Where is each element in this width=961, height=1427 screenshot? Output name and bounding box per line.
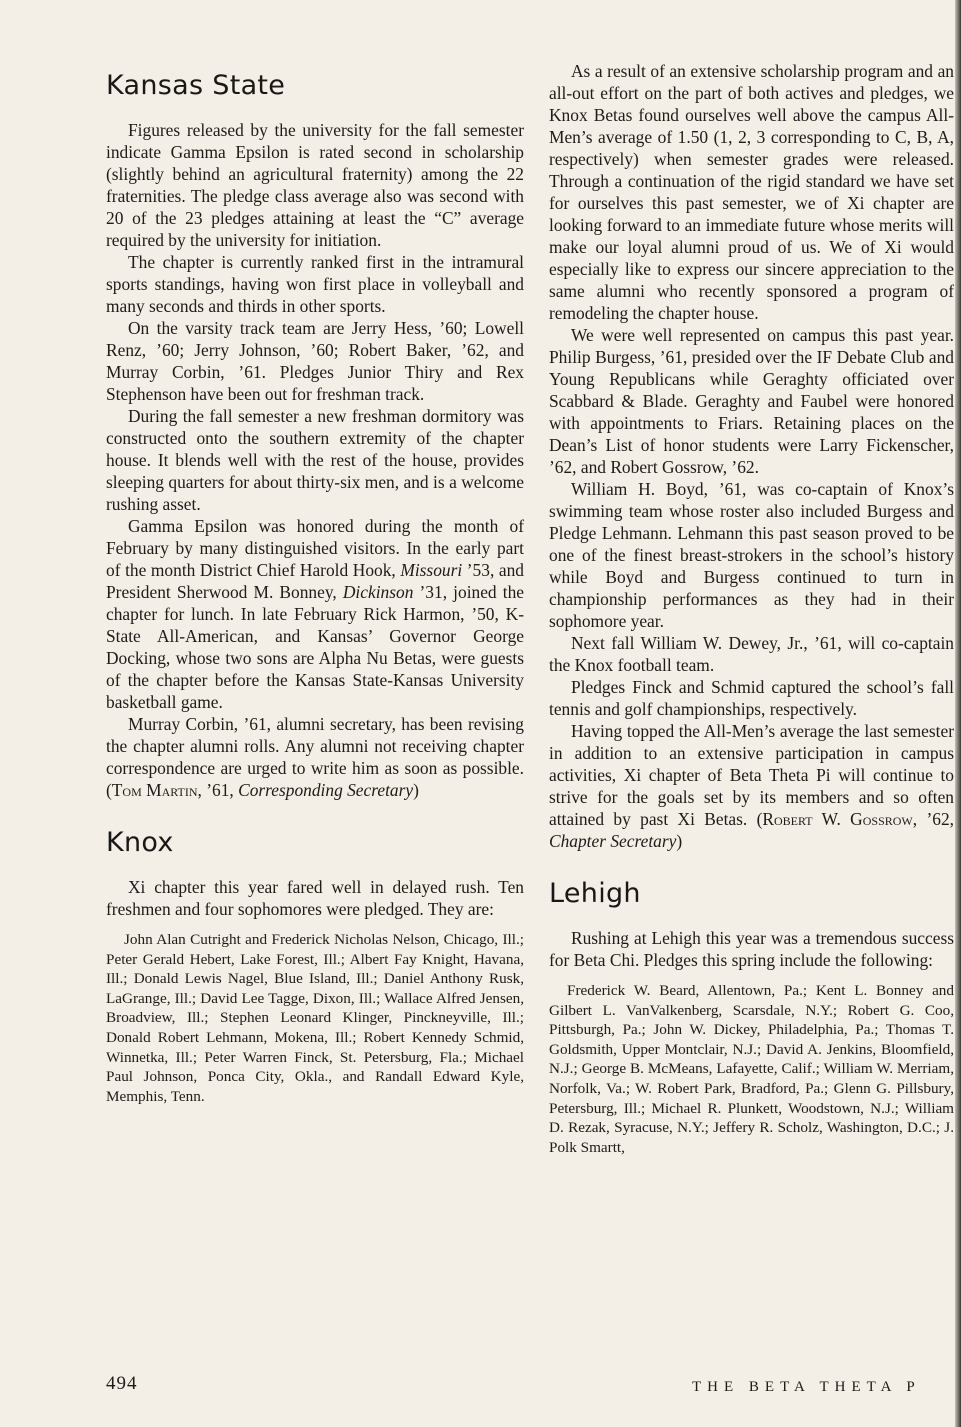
paragraph: As a result of an extensive scholarship program and an all-out effort on the part of both actives and pledges, we Knox Betas found ourselves well above the campus All-Men’s average of 1.50 (1, 2, 3 corresponding to C, B, A, respectively) when semester grades were released. Through a continuation of the rigid standard we have set for ourselves this past semester, we of Xi chapter are looking forward to an immediate future whose merits will make our loyal alumni proud of us. We of Xi would especially like to express our sincere appreciation to the same alumni who recently sponsored a program of remodeling the chapter house. [549, 61, 954, 323]
text-run: ’53, and President Sherwood M. Bonney, [106, 560, 524, 602]
paragraph: William H. Boyd, ’61, was co-captain of Knox’s swimming team whose roster also included Burgess and Pledge Lehmann. Lehmann this past season proved to be one of the finest breast-strokers in the school’s history while Boyd and Burgess continued to turn in championship performances as they had in their sophomore year. [549, 479, 954, 631]
school-name: Missouri [400, 560, 463, 580]
text-run: Murray Corbin, ’61, alumni secretary, has been revising the chapter alumni rolls. Any alumni not receiving chapter correspondence are urged to write him as soon as possible. ( [106, 714, 524, 800]
paragraph: Rushing at Lehigh this year was a tremendous success for Beta Chi. Pledges this spring include the following: [549, 928, 954, 970]
section-heading-lehigh: Lehigh [549, 878, 641, 909]
text-run: ) [413, 780, 419, 800]
author-role: Corresponding Secretary [238, 780, 414, 800]
section-heading-knox: Knox [106, 827, 174, 858]
paragraph: The chapter is currently ranked first in the intramural sports standings, having won first place in volleyball and many seconds and thirds in other sports. [106, 252, 524, 316]
paragraph: Pledges Finck and Schmid captured the school’s fall tennis and golf championships, respectively. [549, 677, 954, 719]
text-run: Gamma Epsilon was honored during the month of February by many distinguished visitors. In the early part of the month District Chief Harold Hook, [106, 516, 524, 580]
paragraph [106, 515, 524, 713]
page-number: 494 [106, 1373, 138, 1394]
paragraph: During the fall semester a new freshman dormitory was constructed onto the southern extremity of the chapter house. It blends well with the rest of the house, provides sleeping quarters for about thirty-six men, and is a welcome rushing asset. [106, 406, 524, 514]
paragraph: We were well represented on campus this past year. Philip Burgess, ’61, presided over the IF Debate Club and Young Republicans while Geraghty officiated over Scabbard & Blade. Geraghty and Faubel were honored with appointments to Friars. Retaining places on the Dean’s List of honor students were Larry Fickenscher, ’62, and Robert Gossrow, ’62. [549, 325, 954, 477]
paragraph: Xi chapter this year fared well in delayed rush. Ten freshmen and four sophomores were pledged. They are: [106, 877, 524, 919]
pledge-list: Frederick W. Beard, Allentown, Pa.; Kent L. Bonney and Gilbert L. VanValkenberg, Scarsdale, N.Y.; Robert G. Coo, Pittsburgh, Pa.; John W. Dickey, Philadelphia, Pa.; Thomas T. Goldsmith, Upper Montclair, N.J.; David A. Jenkins, Bloomfield, N.J.; George B. McMeans, Lafayette, Calif.; William W. Merriam, Norfolk, Va.; W. Robert Park, Bradford, Pa.; Glenn G. Pillsbury, Petersburg, Ill.; Michael R. Plunkett, Woodstown, N.J.; William D. Rezak, Syracuse, N.Y.; Jeffery R. Scholz, Washington, D.C.; J. Polk Smartt, [549, 982, 954, 1156]
author-name: Robert W. Gossrow [762, 809, 913, 829]
paragraph: Figures released by the university for the fall semester indicate Gamma Epsilon is rated second in scholarship (slightly behind an agricultural fraternity) among the 22 fraternities. The pledge class average also was second with 20 of the 23 pledges attaining at least the “C” average required by the university for initiation. [106, 120, 524, 250]
paragraph: Next fall William W. Dewey, Jr., ’61, will co-captain the Knox football team. [549, 633, 954, 675]
left-column [106, 60, 524, 1106]
author-name: Tom Martin [111, 780, 198, 800]
right-column [549, 60, 954, 1157]
pledge-list: John Alan Cutright and Frederick Nicholas Nelson, Chicago, Ill.; Peter Gerald Hebert, Lake Forest, Ill.; Albert Fay Knight, Havana, Ill.; Donald Lewis Nagel, Blue Island, Ill.; Daniel Anthony Rusk, LaGrange, Ill.; David Lee Tagge, Dixon, Ill.; Wallace Alfred Jensen, Broadview, Ill.; Stephen Leonard Klinger, Pinckneyville, Ill.; Donald Robert Lehmann, Mokena, Ill.; Robert Kennedy Schmid, Winnetka, Ill.; Peter Warren Finck, St. Petersburg, Fla.; Michael Paul Johnson, Ponca City, Okla., and Randall Edward Kyle, Memphis, Tenn. [106, 931, 524, 1105]
paragraph [106, 713, 524, 801]
running-head: THE BETA THETA P [692, 1379, 921, 1395]
text-run: Having topped the All-Men’s average the last semester in addition to an extensive participation in campus activities, Xi chapter of Beta Theta Pi will continue to strive for the goals set by its members and so often attained by past Xi Betas. ( [549, 721, 954, 829]
text-run: , ’62, [912, 809, 954, 829]
author-role: Chapter Secretary [549, 831, 677, 851]
page-edge-shadow [955, 0, 961, 1427]
school-name: Dickinson [342, 582, 414, 602]
paragraph [549, 720, 954, 852]
paragraph: On the varsity track team are Jerry Hess, ’60; Lowell Renz, ’60; Jerry Johnson, ’60; Robert Baker, ’62, and Murray Corbin, ’61. Pledges Junior Thiry and Rex Stephenson have been out for freshman track. [106, 318, 524, 404]
section-heading-kansas-state: Kansas State [106, 70, 286, 101]
text-run: ) [676, 831, 683, 851]
text-run: ’31, joined the chapter for lunch. In late February Rick Harmon, ’50, K-State All-American, and Kansas’ Governor George Docking, whose two sons are Alpha Nu Betas, were guests of the chapter before the Kansas State-Kansas University basketball game. [106, 582, 525, 712]
text-run: , ’61, [197, 780, 239, 800]
